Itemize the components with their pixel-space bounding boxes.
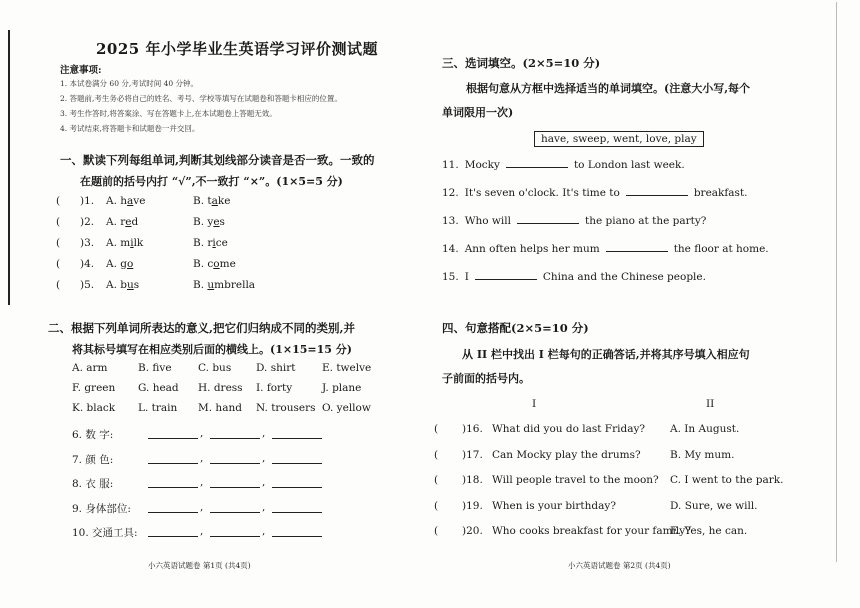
answer-option: E. Yes, he can.: [670, 525, 748, 537]
fill-item: [442, 269, 706, 283]
option-a-post: lk: [133, 237, 144, 249]
section3-instruction: 根据句意从方框中选择适当的单词填空。(注意大小写,每个: [466, 82, 751, 95]
comma: ,: [262, 500, 266, 513]
word-option: E. twelve: [322, 362, 372, 374]
option-a: [106, 258, 133, 270]
word-option: N. trousers: [256, 402, 316, 414]
answer-blank: [210, 438, 260, 439]
answer-blank: [272, 512, 322, 513]
answer-blank: [148, 512, 198, 513]
question-number: )18.: [462, 474, 483, 486]
answer-blank: [210, 463, 260, 464]
item-post: the floor at home.: [673, 243, 769, 255]
question-text: Can Mocky play the drums?: [492, 448, 641, 461]
category-label: 6. 数 字:: [72, 429, 114, 441]
question-number: )2.: [80, 216, 95, 228]
column-header-2: II: [706, 398, 715, 410]
word-option: O. yellow: [322, 402, 371, 414]
option-b-pre: B. t: [193, 195, 212, 207]
word-option: D. shirt: [256, 362, 296, 374]
answer-blank: [272, 536, 322, 537]
option-a-underlined: a: [127, 195, 134, 207]
option-a-pre: A. g: [106, 258, 127, 270]
section1-title: 一、默读下列每组单词,判断其划线部分读音是否一致。一致的: [60, 153, 375, 167]
item-number: 15.: [442, 271, 459, 283]
section3-instruction-2: 单词限用一次): [442, 106, 514, 119]
question-text: Will people travel to the moon?: [492, 474, 659, 486]
question-number: )1.: [80, 195, 95, 207]
answer-blank: [210, 512, 260, 513]
option-b-post: mbrella: [214, 279, 256, 291]
option-a-pre: A. r: [106, 216, 126, 228]
item-post: breakfast.: [693, 187, 748, 199]
option-b-underlined: i: [212, 237, 216, 249]
category-label: 10. 交通工具:: [72, 527, 138, 539]
comma: ,: [262, 525, 266, 537]
page-title: 2025 年小学毕业生英语学习评价测试题: [96, 40, 378, 58]
comma: ,: [262, 476, 266, 488]
option-b-post: s: [219, 216, 225, 228]
category-label: 9. 身体部位:: [72, 502, 131, 515]
option-a-post: s: [133, 279, 140, 291]
section2-title: 二、根据下列单词所表达的意义,把它们归纳成不同的类别,并: [48, 321, 356, 335]
option-b-pre: B. y: [193, 216, 214, 228]
question-text: Who cooks breakfast for your family?: [492, 525, 691, 537]
comma: ,: [262, 427, 266, 439]
option-a: [106, 237, 143, 249]
option-b-pre: B. c: [193, 258, 214, 270]
option-b: [193, 195, 230, 207]
word-option: I. forty: [256, 382, 293, 394]
option-a-underlined: i: [130, 237, 134, 249]
answer-blank: [626, 185, 688, 196]
word-option: K. black: [72, 402, 116, 414]
answer-option: C. I went to the park.: [670, 474, 784, 486]
section3-title: 三、选词填空。(2×5=10 分): [442, 56, 601, 70]
option-a: [106, 195, 145, 207]
fill-item: [442, 157, 685, 171]
option-b: [193, 216, 225, 228]
answer-blank: [148, 438, 198, 439]
page-edge: [836, 2, 837, 562]
notes-heading: 注意事项:: [60, 65, 102, 76]
option-a-pre: A. b: [106, 279, 127, 291]
option-b-pre: B. r: [193, 237, 213, 249]
answer-option: A. In August.: [670, 423, 740, 435]
word-option: A. arm: [72, 362, 108, 374]
column-header-1: I: [532, 398, 537, 410]
option-b-underlined: u: [207, 279, 215, 291]
answer-blank: [210, 487, 260, 488]
item-pre: Who will: [464, 215, 511, 227]
comma: ,: [200, 427, 204, 439]
word-option: H. dress: [198, 382, 243, 394]
answer-option: D. Sure, we will.: [670, 499, 758, 512]
note-item: 4. 考试结束,将答题卡和试题卷一并交回。: [60, 124, 200, 133]
item-pre: It's seven o'clock. It's time to: [464, 187, 620, 199]
answer-paren: (: [56, 279, 61, 291]
item-pre: Ann often helps her mum: [464, 243, 600, 255]
item-number: 14.: [442, 243, 459, 255]
answer-blank: [148, 463, 198, 464]
comma: ,: [200, 525, 204, 537]
answer-paren: (: [434, 448, 439, 461]
option-a-pre: A. m: [106, 237, 131, 249]
question-number: )20.: [462, 525, 483, 537]
item-number: 12.: [442, 187, 459, 199]
section4-title: 四、句意搭配(2×5=10 分): [442, 321, 589, 335]
answer-blank: [148, 487, 198, 488]
question-text: When is your birthday?: [492, 499, 616, 512]
category-label: 8. 衣 服:: [72, 478, 114, 490]
note-item: 1. 本试卷满分 60 分,考试时间 40 分钟。: [60, 79, 199, 88]
note-item: 2. 答题前,考生务必将自己的姓名、考号、学校等填写在试题卷和答题卡相应的位置。: [60, 94, 342, 103]
option-a-underlined: o: [126, 258, 134, 270]
word-option: C. bus: [198, 362, 232, 374]
option-b-pre: B.: [193, 279, 208, 291]
option-a: [106, 279, 139, 291]
word-option: J. plane: [322, 382, 362, 394]
answer-blank: [272, 438, 322, 439]
answer-paren: (: [56, 237, 61, 249]
answer-blank: [475, 269, 537, 280]
question-number: )4.: [80, 258, 95, 270]
item-number: 11.: [442, 159, 459, 171]
question-number: )16.: [462, 423, 483, 435]
option-b: [193, 237, 228, 249]
option-b-underlined: o: [213, 258, 220, 270]
note-item: 3. 考生作答时,将答案涂、写在答题卡上,在本试题卷上答题无效。: [60, 109, 277, 118]
question-text: What did you do last Friday?: [492, 423, 646, 435]
answer-option: B. My mum.: [670, 448, 735, 461]
option-a-post: ve: [133, 195, 146, 207]
option-a-pre: A. h: [106, 195, 128, 207]
option-a-underlined: e: [125, 216, 132, 228]
comma: ,: [200, 476, 204, 488]
word-option: L. train: [138, 402, 178, 414]
footer-left: 小六英语试题卷 第1页 (共4页): [148, 561, 251, 570]
item-pre: Mocky: [464, 159, 500, 171]
word-option: M. hand: [198, 402, 242, 414]
option-b: [193, 279, 255, 291]
answer-paren: (: [56, 258, 61, 270]
answer-blank: [517, 213, 579, 224]
answer-blank: [272, 487, 322, 488]
comma: ,: [200, 500, 204, 513]
fill-item: [442, 241, 769, 255]
comma: ,: [200, 451, 204, 464]
word-option: G. head: [138, 382, 179, 394]
item-post: to London last week.: [573, 159, 685, 171]
option-a-post: d: [131, 216, 139, 228]
option-b-post: ke: [217, 195, 231, 207]
category-label: 7. 颜 色:: [72, 453, 114, 466]
section2-instruction: 将其标号填写在相应类别后面的横线上。(1×15=15 分): [72, 343, 352, 356]
option-a-underlined: u: [126, 279, 134, 291]
footer-right: 小六英语试题卷 第2页 (共4页): [568, 561, 671, 570]
answer-blank: [148, 536, 198, 537]
answer-paren: (: [434, 474, 439, 486]
option-a: [106, 216, 138, 228]
option-b-post: me: [219, 258, 236, 270]
word-option: F. green: [72, 382, 116, 394]
option-b: [193, 258, 236, 270]
item-post: China and the Chinese people.: [542, 271, 706, 283]
option-b-underlined: e: [213, 216, 220, 228]
answer-blank: [606, 241, 668, 252]
item-number: 13.: [442, 215, 459, 227]
option-b-underlined: a: [211, 195, 218, 207]
margin-line: [8, 30, 10, 305]
answer-blank: [210, 536, 260, 537]
item-post: the piano at the party?: [584, 215, 707, 227]
question-number: )5.: [80, 279, 95, 291]
answer-paren: (: [56, 216, 61, 228]
answer-paren: (: [434, 499, 439, 512]
answer-paren: (: [434, 525, 439, 537]
fill-item: [442, 213, 706, 227]
answer-paren: (: [434, 423, 439, 435]
question-number: )3.: [80, 237, 95, 249]
comma: ,: [262, 451, 266, 464]
fill-item: [442, 185, 748, 199]
section4-instruction: 从 II 栏中找出 I 栏每句的正确答话,并将其序号填入相应句: [462, 348, 750, 361]
answer-blank: [272, 463, 322, 464]
option-b-post: ce: [215, 237, 228, 249]
section1-instruction: 在题前的括号内打 “√”,不一致打 “×”。(1×5=5 分): [80, 175, 343, 188]
answer-blank: [506, 157, 568, 168]
word-option: B. five: [138, 362, 172, 374]
item-pre: I: [464, 271, 469, 283]
answer-paren: (: [56, 195, 61, 207]
question-number: )19.: [462, 499, 483, 512]
word-box: have, sweep, went, love, play: [534, 131, 704, 147]
question-number: )17.: [462, 448, 483, 461]
section4-instruction-2: 子前面的括号内。: [442, 372, 530, 385]
